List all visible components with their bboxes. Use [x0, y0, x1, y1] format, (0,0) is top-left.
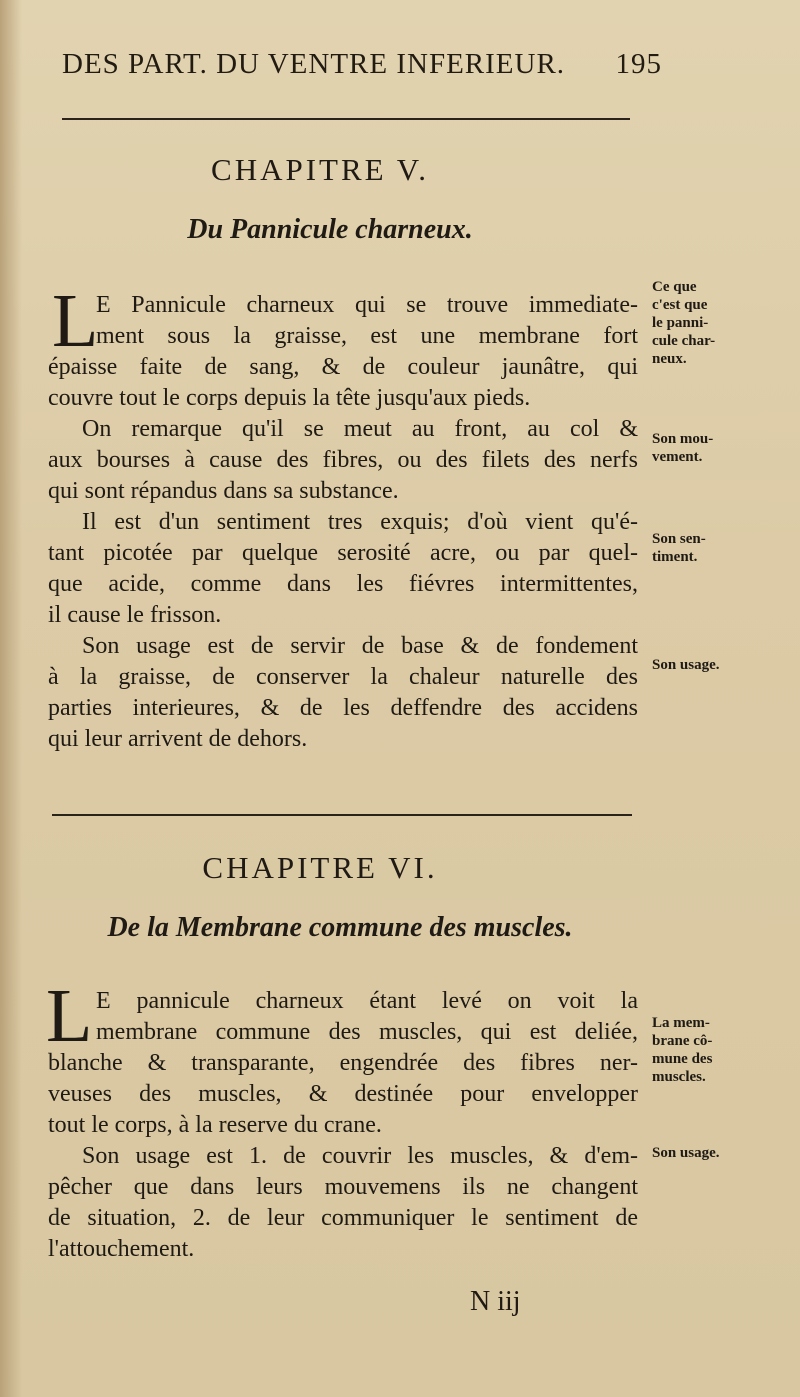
margin-note-line: brane cô-: [652, 1033, 713, 1049]
margin-note-line: neux.: [652, 351, 687, 367]
chapter-6-drop-cap: L: [46, 974, 93, 1058]
margin-note-line: Son usage.: [652, 1145, 720, 1161]
page-number: 195: [615, 48, 662, 80]
text-line: couvre tout le corps depuis la tête jusqu'aux pieds.: [48, 385, 531, 411]
section-rule: [52, 814, 632, 816]
text-line: Il est d'un sentiment tres exquis; d'où vient qu'é-: [82, 509, 638, 535]
margin-note-line: Son mou-: [652, 431, 714, 447]
margin-note-line: cule char-: [652, 333, 716, 349]
margin-note-line: timent.: [652, 549, 698, 565]
running-head-title: DES PART. DU VENTRE INFERIEUR.: [62, 48, 566, 80]
text-line: aux bourses à cause des fibres, ou des filets des nerfs: [48, 447, 638, 473]
text-line: Son usage est de servir de base & de fondement: [82, 633, 638, 659]
text-line: On remarque qu'il se meut au front, au col &: [82, 416, 638, 442]
chapter-6-subtitle: De la Membrane commune des muscles.: [107, 912, 573, 943]
text-line: membrane commune des muscles, qui est deliée,: [96, 1019, 638, 1045]
text-line: tout le corps, à la reserve du crane.: [48, 1112, 382, 1138]
margin-note-movement: [652, 430, 772, 466]
margin-note-line: Son usage.: [652, 657, 720, 673]
margin-note-usage: [652, 656, 772, 674]
text-line: ment sous la graisse, est une membrane fort: [96, 323, 638, 349]
margin-note-line: La mem-: [652, 1015, 710, 1031]
margin-note-line: Ce que: [652, 279, 697, 295]
text-line: blanche & transparante, engendrée des fibres ner-: [48, 1050, 638, 1076]
margin-note-line: le panni-: [652, 315, 709, 331]
text-line: E Pannicule charneux qui se trouve immediate-: [96, 292, 638, 318]
chapter-6-title: CHAPITRE VI.: [202, 850, 438, 885]
chapter-5-subtitle: Du Pannicule charneux.: [187, 214, 473, 245]
running-head: [62, 48, 662, 81]
chapter-5-title: CHAPITRE V.: [211, 152, 429, 187]
margin-note-line: c'est que: [652, 297, 708, 313]
text-line: qui sont répandus dans sa substance.: [48, 478, 399, 504]
text-line: Son usage est 1. de couvrir les muscles, & d'em-: [82, 1143, 638, 1169]
text-line: à la graisse, de conserver la chaleur naturelle des: [48, 664, 638, 690]
text-line: de situation, 2. de leur communiquer le sentiment de: [48, 1205, 638, 1231]
chapter-6-text: [48, 986, 638, 1265]
chapter-5-text: [48, 290, 638, 755]
header-rule: [62, 118, 630, 120]
signature-mark: N iij: [470, 1286, 521, 1317]
text-line: que acide, comme dans les fiévres intermittentes,: [48, 571, 638, 597]
margin-note-line: mune des: [652, 1051, 713, 1067]
text-line: épaisse faite de sang, & de couleur jaunâtre, qui: [48, 354, 638, 380]
margin-note-sensation: [652, 530, 772, 566]
margin-note-line: vement.: [652, 449, 703, 465]
chapter-5-drop-cap: L: [52, 279, 99, 363]
margin-note-membrane: [652, 1014, 772, 1086]
margin-note-line: Son sen-: [652, 531, 706, 547]
margin-note-definition: [652, 278, 772, 368]
text-line: E pannicule charneux étant levé on voit la: [96, 988, 638, 1014]
text-line: il cause le frisson.: [48, 602, 222, 628]
text-line: pêcher que dans leurs mouvemens ils ne changent: [48, 1174, 638, 1200]
text-line: veuses des muscles, & destinée pour envelopper: [48, 1081, 638, 1107]
text-line: parties interieures, & de les deffendre des accidens: [48, 695, 638, 721]
text-line: tant picotée par quelque serosité acre, ou par quel-: [48, 540, 638, 566]
margin-note-usage-2: [652, 1144, 772, 1162]
text-line: qui leur arrivent de dehors.: [48, 726, 308, 752]
text-line: l'attouchement.: [48, 1236, 195, 1262]
margin-note-line: muscles.: [652, 1069, 706, 1085]
